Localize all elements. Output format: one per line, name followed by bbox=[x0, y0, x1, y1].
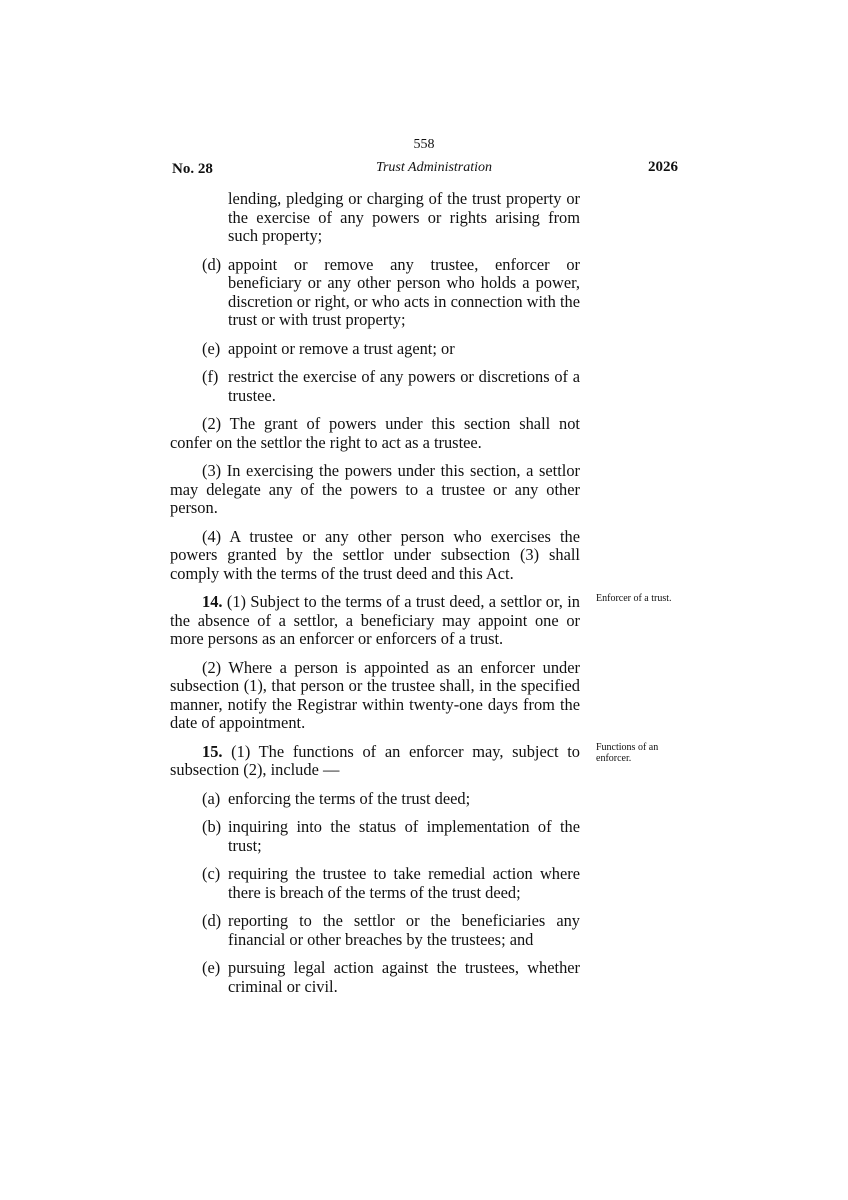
section-text: (1) Subject to the terms of a trust deed, a settlor or, in the absence of a settlor, a beneficiary may appoint one or more persons as an enforcer or enforcers of a trust. bbox=[170, 592, 580, 648]
header-year: 2026 bbox=[648, 159, 678, 175]
margin-note-functions: Functions of an enforcer. bbox=[596, 742, 659, 764]
item-label: (a) bbox=[202, 788, 221, 808]
item-text: appoint or remove a trust agent; or bbox=[228, 338, 455, 358]
list-item bbox=[170, 865, 580, 902]
item-label: (f) bbox=[202, 367, 219, 386]
list-item bbox=[170, 256, 580, 330]
item-label: (c) bbox=[202, 864, 221, 883]
section-number: 14. bbox=[202, 592, 223, 611]
item-text: appoint or remove any trustee, enforcer or beneficiary or any other person who holds a power, discretion or right, or who acts in connection with the trust or with trust property; bbox=[228, 254, 580, 329]
list-item bbox=[170, 818, 580, 855]
item-label: (d) bbox=[202, 911, 222, 930]
subsection-paragraph: (4) A trustee or any other person who exercises the powers granted by the settlor under subsection (3) shall comply with the terms of the trust deed and this Act. bbox=[170, 526, 580, 583]
list-item bbox=[170, 790, 580, 809]
section-number: 15. bbox=[202, 741, 223, 761]
item-label: (e) bbox=[202, 958, 221, 977]
item-text: restrict the exercise of any powers or discretions of a trustee. bbox=[228, 367, 580, 405]
section-14-paragraph bbox=[170, 593, 580, 649]
list-item bbox=[170, 912, 580, 949]
item-text: reporting to the settlor or the beneficiaries any financial or other breaches by the trustees; and bbox=[228, 911, 580, 949]
subsection-paragraph: (3) In exercising the powers under this section, a settlor may delegate any of the powers to a trustee or any other person. bbox=[170, 461, 580, 517]
list-item bbox=[170, 959, 580, 996]
subsection-paragraph: (2) The grant of powers under this section shall not confer on the settlor the right to act as a trustee. bbox=[170, 414, 580, 452]
body-text bbox=[170, 190, 580, 1006]
section-text: (1) The functions of an enforcer may, subject to subsection (2), include — bbox=[170, 741, 580, 779]
section-15-paragraph bbox=[170, 743, 580, 780]
margin-note-enforcer: Enforcer of a trust. bbox=[596, 593, 672, 604]
item-text: enforcing the terms of the trust deed; bbox=[228, 788, 471, 808]
item-text: requiring the trustee to take remedial action where there is breach of the terms of the trust deed; bbox=[228, 864, 580, 902]
item-label: (e) bbox=[202, 338, 221, 358]
header-title: Trust Administration bbox=[375, 160, 493, 175]
subsection-paragraph: (2) Where a person is appointed as an enforcer under subsection (1), that person or the trustee shall, in the specified manner, notify the Registrar within twenty-one days from the date of appointment. bbox=[170, 657, 580, 732]
page-number: 558 bbox=[413, 137, 435, 152]
continuation-text: lending, pledging or charging of the trust property or the exercise of any powers or rights arising from such property; bbox=[228, 189, 580, 245]
header-act-number: No. 28 bbox=[172, 161, 213, 177]
item-text: pursuing legal action against the trustees, whether criminal or civil. bbox=[228, 958, 580, 996]
list-item bbox=[170, 368, 580, 405]
list-item bbox=[170, 340, 580, 359]
item-text: inquiring into the status of implementation of the trust; bbox=[228, 817, 580, 855]
item-label: (b) bbox=[202, 817, 222, 836]
item-label: (d) bbox=[202, 254, 222, 274]
